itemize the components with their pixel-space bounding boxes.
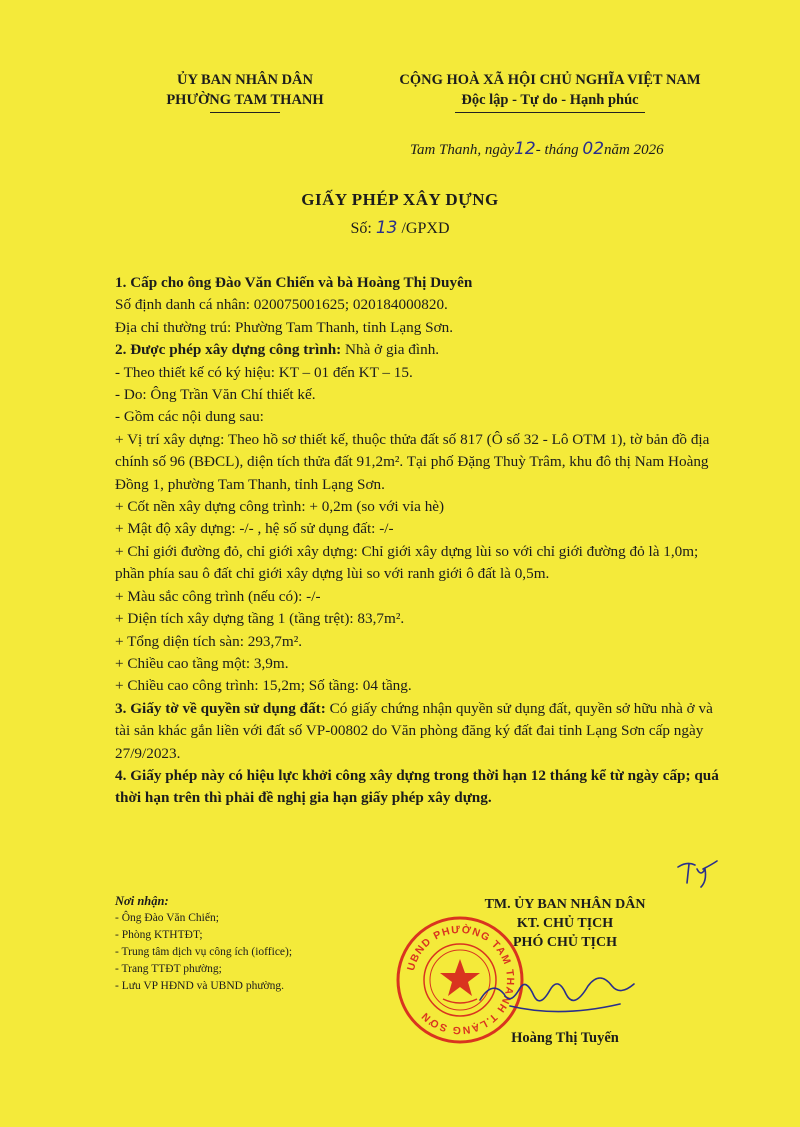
designer: - Do: Ông Trần Văn Chí thiết kế. (115, 386, 316, 404)
setback-lines: + Chỉ giới đường đỏ, chỉ giới xây dựng: Chỉ giới xây dựng lùi so với chỉ giới đường đỏ là 1,0m; phần phía sau ô đất chỉ giới xây dựng lùi so với ranh giới ô đất là 0,5m. (115, 542, 699, 583)
design-code: - Theo thiết kế có ký hiệu: KT – 01 đến KT – 15. (115, 363, 413, 381)
recipient-item: - Ông Đào Văn Chiến; (115, 912, 219, 924)
number-suffix: /GPXD (401, 220, 450, 237)
recipients-heading: Nơi nhận: (115, 894, 169, 908)
recipients (115, 893, 415, 995)
issuing-authority (120, 70, 370, 113)
section-3-text: Có giấy chứng nhận quyền sử dụng đất, quyền sở hữu nhà ở và tài sản khác gắn liền với đất số VP-00802 do Văn phòng đăng ký đất đai tỉnh Lạng Sơn cấp ngày 27/9/2023. (115, 699, 713, 762)
date-day: 12 (514, 139, 536, 159)
recipient-item: - Phòng KTHTĐT; (115, 929, 203, 941)
date-prefix: Tam Thanh, ngày (410, 142, 515, 158)
sign-line-1: TM. ỦY BAN NHÂN DÂN (484, 897, 646, 912)
sign-line-3: PHÓ CHỦ TỊCH (513, 935, 617, 950)
date-month: 02 (582, 139, 605, 159)
permanent-address: Địa chỉ thường trú: Phường Tam Thanh, tỉnh Lạng Sơn. (115, 318, 454, 336)
foundation-level: + Cốt nền xây dựng công trình: + 0,2m (so với vỉa hè) (115, 498, 445, 516)
building-density: + Mật độ xây dựng: -/- , hệ số sử dụng đất: -/- (115, 520, 394, 538)
section-2-heading: 2. Được phép xây dựng công trình: (115, 341, 342, 359)
authority-underline (210, 112, 280, 113)
sign-line-2: KT. CHỦ TỊCH (516, 916, 614, 931)
nation-name: CỘNG HOÀ XÃ HỘI CHỦ NGHĨA VIỆT NAM (399, 72, 701, 88)
permit-body (115, 272, 725, 810)
document-title: GIẤY PHÉP XÂY DỰNG (301, 190, 499, 209)
section-3 (115, 698, 725, 765)
document-number (0, 218, 800, 238)
svg-text:UBND PHƯỜNG TAM THANH T.LẠNG S: UBND PHƯỜNG TAM THANH T.LẠNG SƠN (404, 923, 517, 1037)
section-4: 4. Giấy phép này có hiệu lực khởi công xây dựng trong thời hạn 12 tháng kể từ ngày cấp; quá thời hạn trên thì phải đề nghị gia hạn giấy phép xây dựng. (115, 766, 719, 807)
handwritten-signature (470, 960, 640, 1020)
date-month-label: - tháng (535, 142, 579, 158)
recipient-item: - Lưu VP HĐND và UBND phường. (115, 980, 285, 992)
authority-line-1: ỦY BAN NHÂN DÂN (176, 72, 313, 88)
building-color: + Màu sắc công trình (nếu có): -/- (115, 587, 321, 605)
total-floor-area: + Tổng diện tích sàn: 293,7m². (115, 632, 303, 650)
initial-mark (675, 855, 720, 890)
construction-location: + Vị trí xây dựng: Theo hồ sơ thiết kế, thuộc thửa đất số 817 (Ô số 32 - Lô OTM 1), tờ bản đồ địa chính số 96 (BĐCL), diện tích thửa đất 91,2m². Tại phố Đặng Thuỳ Trâm, khu đô thị Nam Hoàng Đồng 1, phường Tam Thanh, tỉnh Lạng Sơn. (115, 430, 710, 493)
motto-underline (455, 112, 645, 113)
section-2 (115, 339, 725, 361)
recipient-item: - Trung tâm dịch vụ công ích (ioffice); (115, 946, 293, 958)
first-floor-height: + Chiều cao tầng một: 3,9m. (115, 654, 289, 672)
issue-date (410, 139, 664, 159)
date-year: năm 2026 (604, 142, 664, 158)
authority-line-2: PHƯỜNG TAM THANH (166, 92, 324, 108)
number-value: 13 (375, 218, 398, 238)
contents-intro: - Gồm các nội dung sau: (115, 408, 264, 426)
section-3-heading: 3. Giấy tờ về quyền sử dụng đất: (115, 699, 326, 717)
motto: Độc lập - Tự do - Hạnh phúc (461, 92, 639, 108)
signer-name: Hoàng Thị Tuyến (511, 1030, 619, 1046)
number-prefix: Số: (350, 220, 372, 237)
section-1-heading: 1. Cấp cho ông Đào Văn Chiến và bà Hoàng Thị Duyên (115, 274, 473, 291)
building-height: + Chiều cao công trình: 15,2m; Số tầng: 04 tầng. (115, 677, 412, 695)
section-2-value: Nhà ở gia đình. (341, 341, 440, 359)
national-motto (365, 70, 735, 113)
ground-floor-area: + Diện tích xây dựng tầng 1 (tầng trệt): 83,7m². (115, 610, 405, 628)
recipient-item: - Trang TTĐT phường; (115, 963, 222, 975)
personal-id: Số định danh cá nhân: 020075001625; 020184000820. (115, 296, 448, 314)
